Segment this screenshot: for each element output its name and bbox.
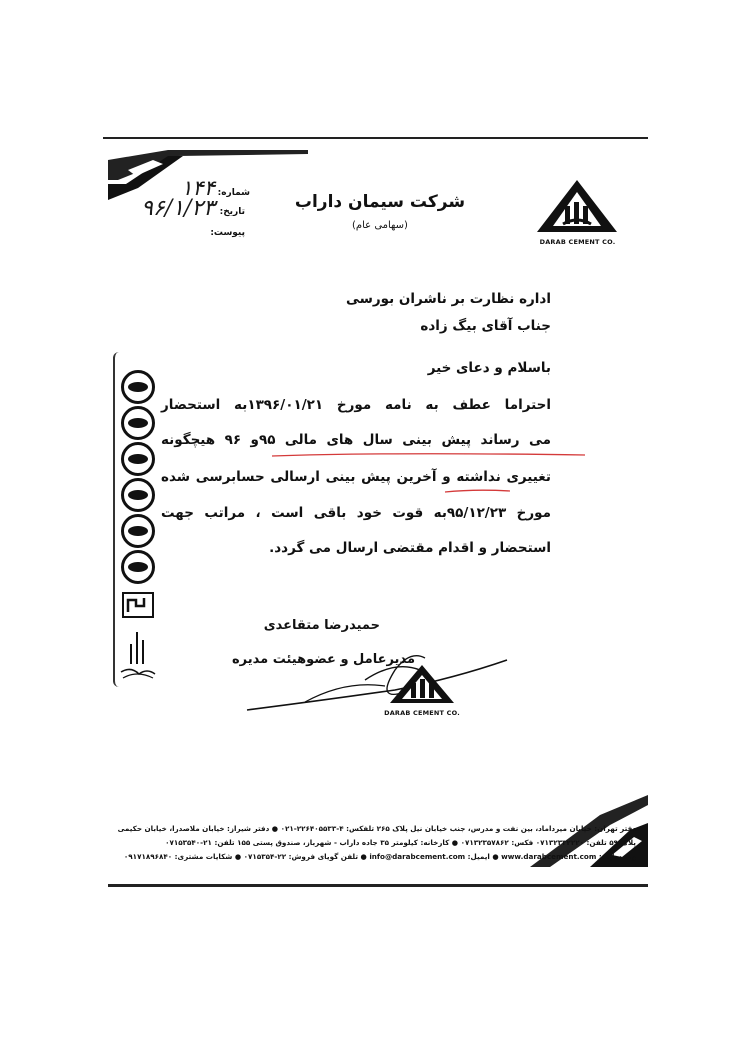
date-label: تاریخ: [219, 207, 245, 217]
triangle-logo-icon [535, 178, 620, 234]
footer-line-1: دفتر تهران: خیابان میرداماد، بین نفت و مدرس، جنب خیابان نیل پلاک ۲۶۵ تلفکس: ۴-۲۲۶۴۰۵۵۳۳-۰۲۱ ● دفتر شیراز: خیابان ملاصدرا، خیابان حکیمی [117, 824, 636, 833]
body-line-2: می رساند پیش بینی سال های مالی ۹۵و ۹۶ هیچگونه [161, 432, 552, 448]
footer-bottom-rule [108, 884, 648, 887]
signatory-title: مدیرعامل و عضوهیئت مدیره [231, 652, 415, 667]
date-value: ۹۶/۱/۲۳ [141, 196, 215, 221]
number-value: ۱۴۴ [181, 176, 215, 200]
body-line-4: مورخ ۹۵/۱۲/۲۳به قوت خود باقی است ، مراتب جهت [161, 505, 551, 521]
recipient-office: اداره نظارت بر ناشران بورسی [345, 291, 551, 307]
signatory-name: حمیدرضا متقاعدی [263, 618, 380, 633]
footer-line-2: پلاک ۵۹ تلفن: ۰۷۱۳۲۳۳۲۲۲۰ فکس: ۰۷۱۳۲۳۵۷۸۶۲ ● کارخانه: کیلومتر ۳۵ جاده داراب - شهرباز، صندوق پستی ۱۵۵ تلفن: ۲۱-۰۷۱۵۳۵۴۰ [165, 838, 636, 847]
certificate-badge-icon [121, 550, 155, 584]
body-line-3: تغییری نداشته و آخرین پیش بینی ارسالی حسابرسی شده [161, 469, 551, 485]
body-line-1: احتراما عطف به نامه مورخ ۱۳۹۶/۰۱/۲۱به استحضار [161, 397, 551, 413]
company-type: (سهامی عام) [352, 220, 408, 231]
company-name: شرکت سیمان داراب [294, 192, 466, 212]
greeting: باسلام و دعای خیر [427, 360, 551, 376]
company-logo [535, 178, 620, 244]
footer-line-3: وب سایت: www.darabcement.com ● ایمیل: info@darabcement.com ● تلفن گویای فروش: ۲۲-۰۷۱۵۳۵۴ ● شکایات مشتری: ۰۹۱۷۱۸۹۶۸۴۰ [123, 852, 636, 861]
certificate-badge-icon [121, 514, 155, 548]
body-line-5: استحضار و اقدام مقتضی ارسال می گردد. [269, 540, 551, 556]
certificate-badge-icon [121, 370, 155, 404]
certificate-badge-icon [121, 478, 155, 512]
logo-caption: DARAB CEMENT CO. [539, 238, 616, 246]
stamp-caption: DARAB CEMENT CO. [384, 709, 460, 717]
header-top-rule [103, 137, 648, 139]
number-label: شماره: [217, 188, 250, 198]
stamp-logo-icon [382, 663, 462, 705]
standard-mark-icon [122, 592, 154, 618]
company-stamp [382, 663, 462, 718]
certification-badges [113, 352, 165, 687]
certificate-badge-icon [121, 406, 155, 440]
certificate-badge-icon [121, 442, 155, 476]
emblem-icon [119, 630, 157, 680]
recipient-person: جناب آقای بیگ زاده [420, 318, 551, 334]
handwritten-signature [245, 640, 515, 720]
red-underline-marks [270, 452, 590, 502]
attachment-label: پیوست: [210, 228, 245, 238]
